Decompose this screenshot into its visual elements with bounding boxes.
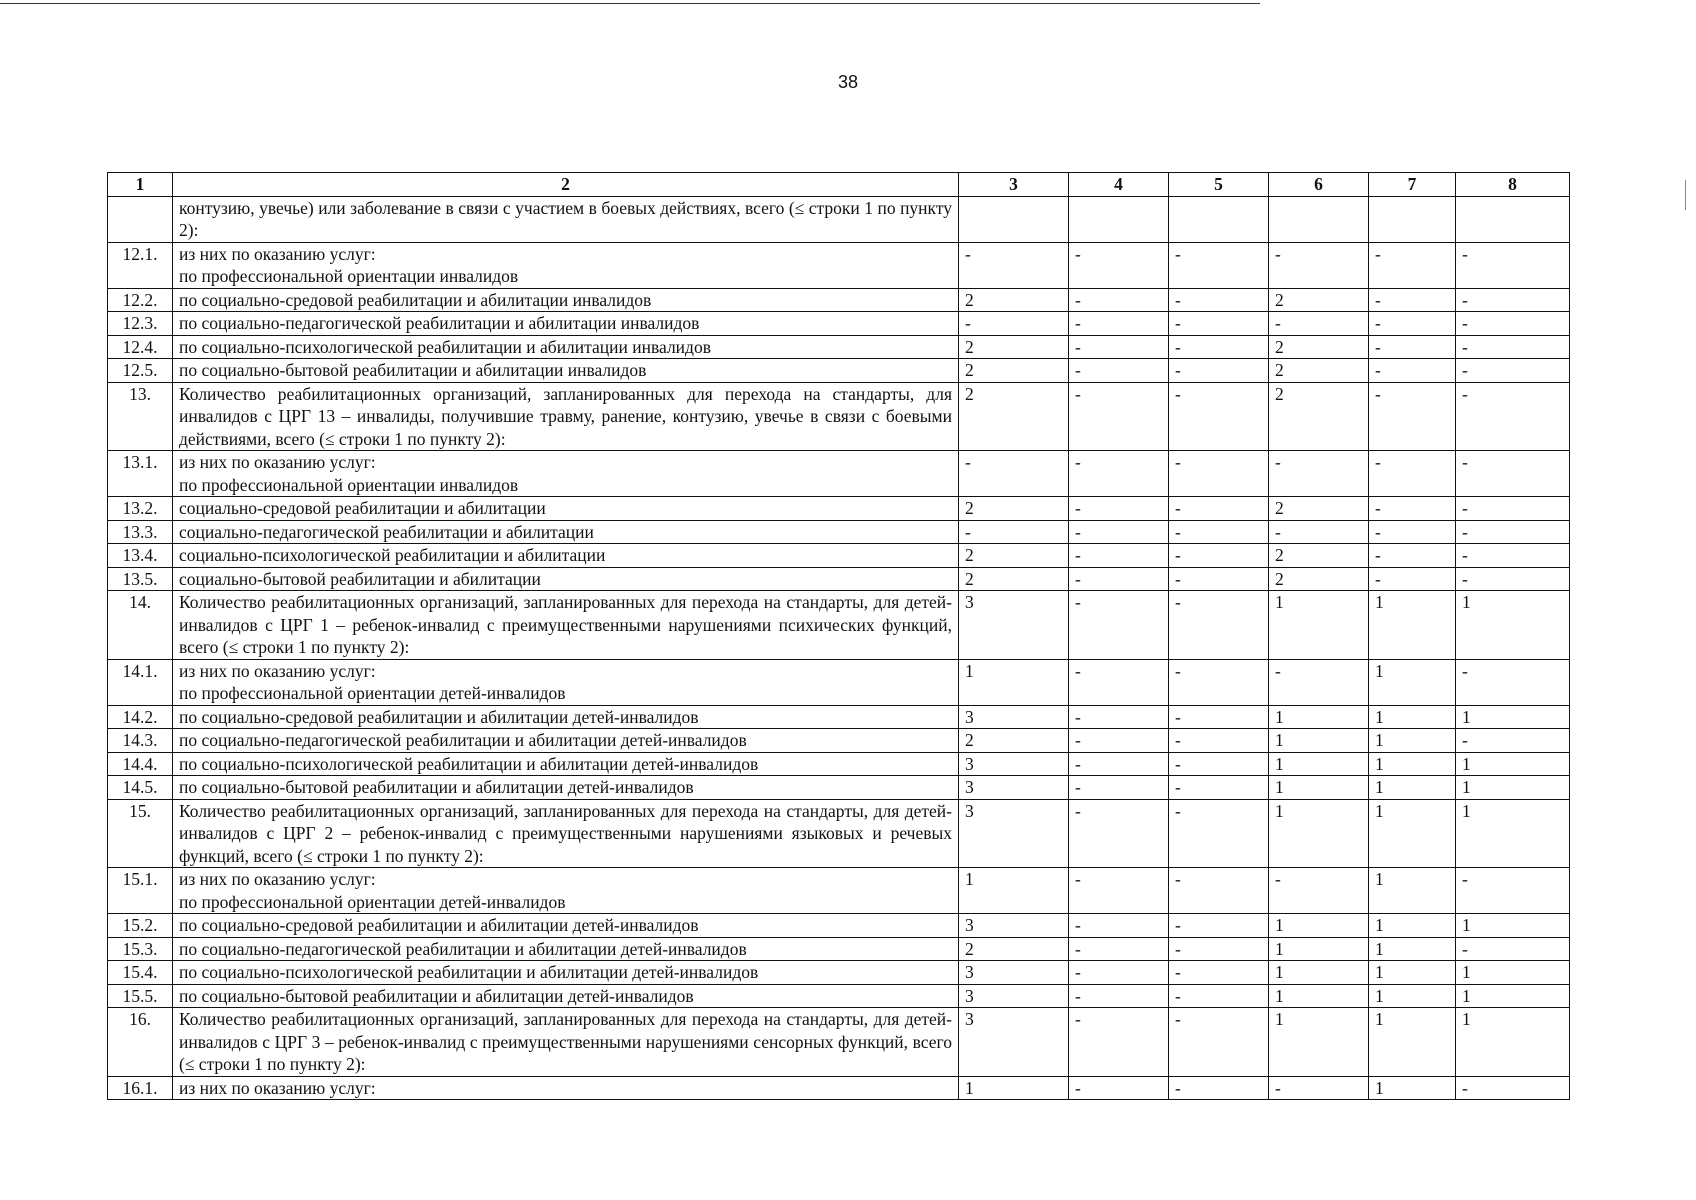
- table-row: [108, 752, 1570, 776]
- value-cell-col-6: -: [1269, 451, 1369, 497]
- value-cell-col-7: 1: [1369, 729, 1456, 753]
- row-number: 12.1.: [108, 242, 173, 288]
- table-row: [108, 544, 1570, 568]
- value-cell-col-7: -: [1369, 382, 1456, 451]
- value-cell-col-5: -: [1169, 868, 1269, 914]
- value-cell-col-8: -: [1456, 1076, 1570, 1100]
- table-row: [108, 659, 1570, 705]
- value-cell-col-8: 1: [1456, 591, 1570, 660]
- value-cell-col-6: -: [1269, 659, 1369, 705]
- scan-side-mark: [1685, 180, 1694, 210]
- value-cell-col-4: -: [1069, 591, 1169, 660]
- table-row: [108, 799, 1570, 868]
- value-cell-col-4: -: [1069, 705, 1169, 729]
- value-cell-col-7: 1: [1369, 914, 1456, 938]
- table-header-row: [108, 173, 1570, 197]
- value-cell-col-3: 2: [959, 288, 1069, 312]
- value-cell-col-5: -: [1169, 312, 1269, 336]
- value-cell-col-6: 1: [1269, 914, 1369, 938]
- value-cell-col-8: -: [1456, 729, 1570, 753]
- value-cell-col-3: 2: [959, 382, 1069, 451]
- value-cell-col-3: 3: [959, 776, 1069, 800]
- value-cell-col-6: 1: [1269, 705, 1369, 729]
- column-header-2: 2: [173, 173, 959, 197]
- row-description: по социально-педагогической реабилитации и абилитации детей-инвалидов: [173, 729, 959, 753]
- value-cell-col-5: -: [1169, 705, 1269, 729]
- value-cell-col-8: -: [1456, 544, 1570, 568]
- row-description: социально-средовой реабилитации и абилитации: [173, 497, 959, 521]
- row-number: 13.5.: [108, 567, 173, 591]
- value-cell-col-4: -: [1069, 1076, 1169, 1100]
- row-description: социально-бытовой реабилитации и абилитации: [173, 567, 959, 591]
- value-cell-col-6: 1: [1269, 1008, 1369, 1077]
- value-cell-col-8: -: [1456, 520, 1570, 544]
- value-cell-col-7: -: [1369, 335, 1456, 359]
- value-cell-col-7: -: [1369, 497, 1456, 521]
- row-number: 14.: [108, 591, 173, 660]
- value-cell-col-6: 2: [1269, 382, 1369, 451]
- row-description: по социально-средовой реабилитации и абилитации детей-инвалидов: [173, 705, 959, 729]
- row-description: из них по оказанию услуг: по профессиональной ориентации инвалидов: [173, 242, 959, 288]
- value-cell-col-5: -: [1169, 961, 1269, 985]
- value-cell-col-4: -: [1069, 752, 1169, 776]
- value-cell-col-8: -: [1456, 359, 1570, 383]
- value-cell-col-5: -: [1169, 497, 1269, 521]
- value-cell-col-8: -: [1456, 335, 1570, 359]
- value-cell-col-3: 1: [959, 868, 1069, 914]
- value-cell-col-8: 1: [1456, 984, 1570, 1008]
- value-cell-col-3: -: [959, 242, 1069, 288]
- table-row: [108, 984, 1570, 1008]
- row-description: из них по оказанию услуг:: [173, 1076, 959, 1100]
- table-row: [108, 242, 1570, 288]
- value-cell-col-4: -: [1069, 937, 1169, 961]
- column-header-1: 1: [108, 173, 173, 197]
- table-row: [108, 776, 1570, 800]
- value-cell-col-8: [1456, 196, 1570, 242]
- value-cell-col-3: 3: [959, 984, 1069, 1008]
- value-cell-col-4: -: [1069, 914, 1169, 938]
- table-row: [108, 591, 1570, 660]
- value-cell-col-4: -: [1069, 544, 1169, 568]
- row-description: по социально-психологической реабилитации и абилитации детей-инвалидов: [173, 961, 959, 985]
- value-cell-col-3: 3: [959, 961, 1069, 985]
- value-cell-col-4: -: [1069, 312, 1169, 336]
- value-cell-col-3: 2: [959, 567, 1069, 591]
- value-cell-col-4: -: [1069, 359, 1169, 383]
- value-cell-col-8: 1: [1456, 961, 1570, 985]
- column-header-4: 4: [1069, 173, 1169, 197]
- value-cell-col-5: -: [1169, 335, 1269, 359]
- page-number: 38: [837, 72, 859, 92]
- table-row: [108, 359, 1570, 383]
- value-cell-col-3: 2: [959, 544, 1069, 568]
- row-description: по социально-средовой реабилитации и абилитации детей-инвалидов: [173, 914, 959, 938]
- value-cell-col-6: 2: [1269, 335, 1369, 359]
- row-number: 15.1.: [108, 868, 173, 914]
- value-cell-col-6: 1: [1269, 799, 1369, 868]
- row-description: по социально-психологической реабилитации и абилитации детей-инвалидов: [173, 752, 959, 776]
- value-cell-col-8: -: [1456, 937, 1570, 961]
- value-cell-col-3: 3: [959, 799, 1069, 868]
- value-cell-col-6: 1: [1269, 984, 1369, 1008]
- value-cell-col-3: 2: [959, 729, 1069, 753]
- value-cell-col-4: -: [1069, 242, 1169, 288]
- column-header-8: 8: [1456, 173, 1570, 197]
- row-description: Количество реабилитационных организаций, запланированных для перехода на стандарты, для детей-инвалидов с ЦРГ 1 – ребенок-инвалид с преимущественными нарушениями психических функций, всего (≤ строки 1 по пункту 2):: [173, 591, 959, 660]
- value-cell-col-5: -: [1169, 451, 1269, 497]
- value-cell-col-5: -: [1169, 288, 1269, 312]
- column-header-7: 7: [1369, 173, 1456, 197]
- table-row: [108, 520, 1570, 544]
- row-number: 12.4.: [108, 335, 173, 359]
- value-cell-col-8: 1: [1456, 1008, 1570, 1077]
- value-cell-col-7: -: [1369, 520, 1456, 544]
- value-cell-col-6: -: [1269, 242, 1369, 288]
- value-cell-col-3: 3: [959, 705, 1069, 729]
- value-cell-col-5: -: [1169, 776, 1269, 800]
- report-table: [107, 172, 1570, 1100]
- value-cell-col-6: 2: [1269, 544, 1369, 568]
- value-cell-col-7: 1: [1369, 659, 1456, 705]
- value-cell-col-6: -: [1269, 520, 1369, 544]
- value-cell-col-7: 1: [1369, 961, 1456, 985]
- value-cell-col-5: [1169, 196, 1269, 242]
- value-cell-col-6: 2: [1269, 497, 1369, 521]
- value-cell-col-4: -: [1069, 868, 1169, 914]
- table-row: [108, 868, 1570, 914]
- scan-edge-line: [0, 3, 1260, 4]
- value-cell-col-7: -: [1369, 312, 1456, 336]
- value-cell-col-5: -: [1169, 752, 1269, 776]
- column-header-3: 3: [959, 173, 1069, 197]
- value-cell-col-6: 1: [1269, 776, 1369, 800]
- row-description: Количество реабилитационных организаций, запланированных для перехода на стандарты, для детей-инвалидов с ЦРГ 2 – ребенок-инвалид с преимущественными нарушениями языковых и речевых функций, всего (≤ строки 1 по пункту 2):: [173, 799, 959, 868]
- row-description: из них по оказанию услуг: по профессиональной ориентации детей-инвалидов: [173, 868, 959, 914]
- row-number: 13.4.: [108, 544, 173, 568]
- value-cell-col-7: 1: [1369, 1008, 1456, 1077]
- table-row: [108, 288, 1570, 312]
- value-cell-col-6: 2: [1269, 567, 1369, 591]
- table-row: [108, 914, 1570, 938]
- value-cell-col-7: 1: [1369, 1076, 1456, 1100]
- value-cell-col-7: 1: [1369, 868, 1456, 914]
- row-number: [108, 196, 173, 242]
- value-cell-col-4: -: [1069, 382, 1169, 451]
- table-row: [108, 1076, 1570, 1100]
- value-cell-col-7: [1369, 196, 1456, 242]
- value-cell-col-8: -: [1456, 288, 1570, 312]
- value-cell-col-5: -: [1169, 591, 1269, 660]
- row-number: 14.1.: [108, 659, 173, 705]
- value-cell-col-7: 1: [1369, 705, 1456, 729]
- value-cell-col-3: 2: [959, 335, 1069, 359]
- row-number: 14.2.: [108, 705, 173, 729]
- row-number: 13.3.: [108, 520, 173, 544]
- value-cell-col-6: 2: [1269, 288, 1369, 312]
- value-cell-col-3: 3: [959, 914, 1069, 938]
- row-number: 14.4.: [108, 752, 173, 776]
- value-cell-col-6: 1: [1269, 729, 1369, 753]
- value-cell-col-5: -: [1169, 382, 1269, 451]
- value-cell-col-8: 1: [1456, 752, 1570, 776]
- table-row: [108, 451, 1570, 497]
- row-description: по социально-педагогической реабилитации и абилитации инвалидов: [173, 312, 959, 336]
- value-cell-col-6: [1269, 196, 1369, 242]
- value-cell-col-4: -: [1069, 288, 1169, 312]
- row-number: 13.1.: [108, 451, 173, 497]
- value-cell-col-5: -: [1169, 544, 1269, 568]
- value-cell-col-6: 1: [1269, 752, 1369, 776]
- row-number: 16.: [108, 1008, 173, 1077]
- value-cell-col-5: -: [1169, 242, 1269, 288]
- table-row: [108, 1008, 1570, 1077]
- value-cell-col-8: -: [1456, 868, 1570, 914]
- value-cell-col-4: [1069, 196, 1169, 242]
- table-row: [108, 196, 1570, 242]
- row-number: 15.3.: [108, 937, 173, 961]
- value-cell-col-6: 1: [1269, 961, 1369, 985]
- table-row: [108, 705, 1570, 729]
- value-cell-col-8: 1: [1456, 799, 1570, 868]
- value-cell-col-8: -: [1456, 382, 1570, 451]
- value-cell-col-4: -: [1069, 451, 1169, 497]
- table-row: [108, 312, 1570, 336]
- value-cell-col-3: -: [959, 520, 1069, 544]
- value-cell-col-5: -: [1169, 359, 1269, 383]
- value-cell-col-3: 3: [959, 591, 1069, 660]
- row-number: 16.1.: [108, 1076, 173, 1100]
- value-cell-col-7: 1: [1369, 752, 1456, 776]
- table-row: [108, 961, 1570, 985]
- row-description: Количество реабилитационных организаций, запланированных для перехода на стандарты, для детей-инвалидов с ЦРГ 3 – ребенок-инвалид с преимущественными нарушениями сенсорных функций, всего (≤ строки 1 по пункту 2):: [173, 1008, 959, 1077]
- row-number: 15.: [108, 799, 173, 868]
- value-cell-col-3: [959, 196, 1069, 242]
- value-cell-col-6: 1: [1269, 591, 1369, 660]
- value-cell-col-7: 1: [1369, 937, 1456, 961]
- row-description: по социально-бытовой реабилитации и абилитации детей-инвалидов: [173, 776, 959, 800]
- value-cell-col-8: 1: [1456, 776, 1570, 800]
- value-cell-col-3: 1: [959, 1076, 1069, 1100]
- value-cell-col-8: -: [1456, 242, 1570, 288]
- row-number: 14.3.: [108, 729, 173, 753]
- value-cell-col-8: -: [1456, 567, 1570, 591]
- row-number: 12.2.: [108, 288, 173, 312]
- value-cell-col-8: -: [1456, 451, 1570, 497]
- row-number: 15.4.: [108, 961, 173, 985]
- value-cell-col-6: 2: [1269, 359, 1369, 383]
- row-description: социально-педагогической реабилитации и абилитации: [173, 520, 959, 544]
- value-cell-col-4: -: [1069, 520, 1169, 544]
- value-cell-col-5: -: [1169, 1076, 1269, 1100]
- value-cell-col-8: -: [1456, 497, 1570, 521]
- row-description: контузию, увечье) или заболевание в связи с участием в боевых действиях, всего (≤ строки 1 по пункту 2):: [173, 196, 959, 242]
- row-number: 12.5.: [108, 359, 173, 383]
- row-description: по социально-средовой реабилитации и абилитации инвалидов: [173, 288, 959, 312]
- table-body: [108, 196, 1570, 1100]
- value-cell-col-5: -: [1169, 729, 1269, 753]
- value-cell-col-3: -: [959, 451, 1069, 497]
- row-number: 13.2.: [108, 497, 173, 521]
- value-cell-col-7: -: [1369, 544, 1456, 568]
- value-cell-col-7: 1: [1369, 799, 1456, 868]
- row-description: из них по оказанию услуг: по профессиональной ориентации инвалидов: [173, 451, 959, 497]
- value-cell-col-4: -: [1069, 729, 1169, 753]
- value-cell-col-4: -: [1069, 1008, 1169, 1077]
- value-cell-col-7: -: [1369, 567, 1456, 591]
- row-number: 14.5.: [108, 776, 173, 800]
- value-cell-col-3: -: [959, 312, 1069, 336]
- column-header-6: 6: [1269, 173, 1369, 197]
- row-description: по социально-психологической реабилитации и абилитации инвалидов: [173, 335, 959, 359]
- value-cell-col-8: -: [1456, 312, 1570, 336]
- value-cell-col-5: -: [1169, 799, 1269, 868]
- value-cell-col-5: -: [1169, 520, 1269, 544]
- value-cell-col-4: -: [1069, 497, 1169, 521]
- value-cell-col-5: -: [1169, 984, 1269, 1008]
- column-header-5: 5: [1169, 173, 1269, 197]
- value-cell-col-8: 1: [1456, 914, 1570, 938]
- value-cell-col-7: 1: [1369, 984, 1456, 1008]
- value-cell-col-3: 2: [959, 937, 1069, 961]
- value-cell-col-4: -: [1069, 567, 1169, 591]
- value-cell-col-4: -: [1069, 659, 1169, 705]
- value-cell-col-7: 1: [1369, 776, 1456, 800]
- row-description: по социально-педагогической реабилитации и абилитации детей-инвалидов: [173, 937, 959, 961]
- value-cell-col-6: -: [1269, 1076, 1369, 1100]
- value-cell-col-6: -: [1269, 868, 1369, 914]
- table-row: [108, 567, 1570, 591]
- value-cell-col-5: -: [1169, 659, 1269, 705]
- row-description: социально-психологической реабилитации и абилитации: [173, 544, 959, 568]
- table-row: [108, 497, 1570, 521]
- value-cell-col-7: -: [1369, 451, 1456, 497]
- value-cell-col-5: -: [1169, 1008, 1269, 1077]
- value-cell-col-8: -: [1456, 659, 1570, 705]
- value-cell-col-4: -: [1069, 984, 1169, 1008]
- value-cell-col-5: -: [1169, 914, 1269, 938]
- value-cell-col-5: -: [1169, 937, 1269, 961]
- value-cell-col-7: -: [1369, 359, 1456, 383]
- row-number: 13.: [108, 382, 173, 451]
- table-row: [108, 729, 1570, 753]
- row-number: 15.2.: [108, 914, 173, 938]
- row-number: 12.3.: [108, 312, 173, 336]
- row-description: по социально-бытовой реабилитации и абилитации детей-инвалидов: [173, 984, 959, 1008]
- table-row: [108, 335, 1570, 359]
- value-cell-col-3: 3: [959, 752, 1069, 776]
- value-cell-col-3: 1: [959, 659, 1069, 705]
- value-cell-col-7: -: [1369, 242, 1456, 288]
- value-cell-col-7: -: [1369, 288, 1456, 312]
- value-cell-col-7: 1: [1369, 591, 1456, 660]
- value-cell-col-4: -: [1069, 776, 1169, 800]
- value-cell-col-3: 2: [959, 359, 1069, 383]
- table-row: [108, 382, 1570, 451]
- value-cell-col-3: 2: [959, 497, 1069, 521]
- value-cell-col-6: -: [1269, 312, 1369, 336]
- row-description: Количество реабилитационных организаций, запланированных для перехода на стандарты, для инвалидов с ЦРГ 13 – инвалиды, получившие травму, ранение, контузию, увечье в связи с боевыми действиями, всего (≤ строки 1 по пункту 2):: [173, 382, 959, 451]
- row-description: из них по оказанию услуг: по профессиональной ориентации детей-инвалидов: [173, 659, 959, 705]
- value-cell-col-6: 1: [1269, 937, 1369, 961]
- value-cell-col-5: -: [1169, 567, 1269, 591]
- value-cell-col-3: 3: [959, 1008, 1069, 1077]
- value-cell-col-4: -: [1069, 961, 1169, 985]
- row-number: 15.5.: [108, 984, 173, 1008]
- table-row: [108, 937, 1570, 961]
- value-cell-col-8: 1: [1456, 705, 1570, 729]
- row-description: по социально-бытовой реабилитации и абилитации инвалидов: [173, 359, 959, 383]
- value-cell-col-4: -: [1069, 799, 1169, 868]
- value-cell-col-4: -: [1069, 335, 1169, 359]
